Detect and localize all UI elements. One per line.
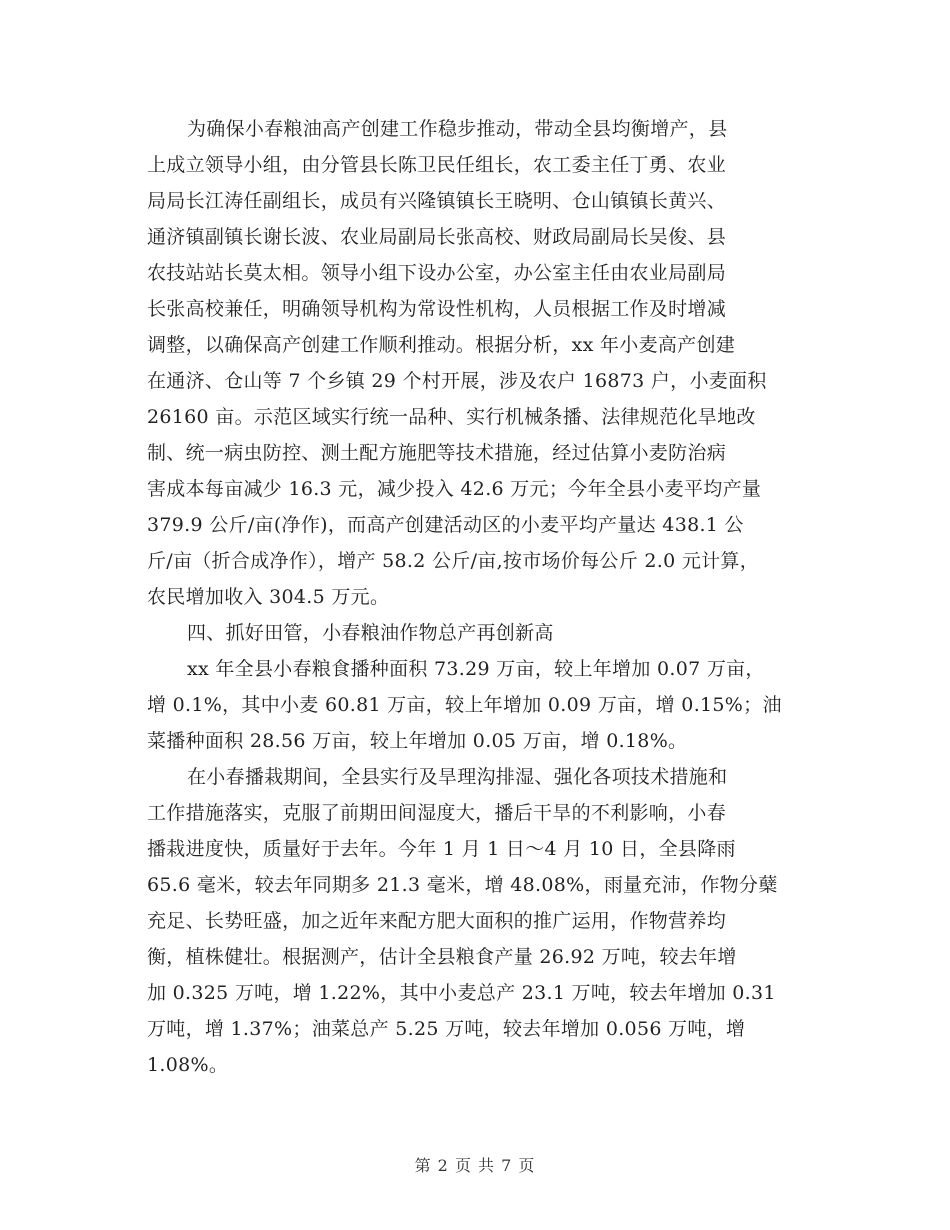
paragraph-line: 害成本每亩减少 16.3 元，减少投入 42.6 万元；今年全县小麦平均产量	[147, 478, 762, 500]
paragraph-line: 斤/亩（折合成净作），增产 58.2 公斤/亩,按市场价每公斤 2.0 元计算，	[147, 550, 760, 572]
paragraph-line: 26160 亩。示范区域实行统一品种、实行机械条播、法律规范化旱地改	[147, 406, 756, 428]
paragraph-line: 为确保小春粮油高产创建工作稳步推动，带动全县均衡增产，县	[187, 118, 728, 140]
paragraph-line: 调整，以确保高产创建工作顺利推动。根据分析，xx 年小麦高产创建	[147, 334, 736, 356]
page-number-footer: 第 2 页 共 7 页	[414, 1156, 536, 1175]
paragraph-line: 工作措施落实，克服了前期田间湿度大，播后干旱的不利影响，小春	[147, 802, 727, 824]
paragraph-line: 万吨，增 1.37%；油菜总产 5.25 万吨，较去年增加 0.056 万吨，增	[147, 1018, 746, 1040]
paragraph-line: 制、统一病虫防控、测土配方施肥等技术措施，经过估算小麦防治病	[147, 442, 727, 464]
paragraph-line: 379.9 公斤/亩(净作)，而高产创建活动区的小麦平均产量达 438.1 公	[147, 514, 744, 536]
paragraph-line: 衡，植株健壮。根据测产，估计全县粮食产量 26.92 万吨，较去年增	[147, 946, 737, 968]
paragraph-line: 在通济、仓山等 7 个乡镇 29 个村开展，涉及农户 16873 户，小麦面积	[147, 370, 767, 392]
paragraph-line: xx 年全县小春粮食播种面积 73.29 万亩，较上年增加 0.07 万亩，	[187, 658, 765, 680]
paragraph-line: 通济镇副镇长谢长波、农业局副局长张高校、财政局副局长吴俊、县	[147, 226, 727, 248]
section-heading: 四、抓好田管，小春粮油作物总产再创新高	[187, 622, 554, 644]
paragraph-line: 1.08%。	[147, 1054, 229, 1076]
paragraph-line: 菜播种面积 28.56 万亩，较上年增加 0.05 万亩，增 0.18%。	[147, 730, 688, 752]
paragraph-line: 65.6 毫米，较去年同期多 21.3 毫米，增 48.08%，雨量充沛，作物分蘖	[147, 874, 778, 896]
paragraph-line: 农民增加收入 304.5 万元。	[147, 586, 390, 608]
paragraph-line: 充足、长势旺盛，加之近年来配方肥大面积的推广运用，作物营养均	[147, 910, 727, 932]
paragraph-line: 局局长江涛任副组长，成员有兴隆镇镇长王晓明、仓山镇镇长黄兴、	[147, 190, 727, 212]
paragraph-line: 播栽进度快，质量好于去年。今年 1 月 1 日～4 月 10 日，全县降雨	[147, 838, 736, 860]
paragraph-line: 在小春播栽期间，全县实行及旱理沟排湿、强化各项技术措施和	[187, 766, 728, 788]
paragraph-line: 增 0.1%，其中小麦 60.81 万亩，较上年增加 0.09 万亩，增 0.15%；油	[147, 694, 782, 716]
paragraph-line: 上成立领导小组，由分管县长陈卫民任组长，农工委主任丁勇、农业	[147, 154, 727, 176]
paragraph-line: 加 0.325 万吨，增 1.22%，其中小麦总产 23.1 万吨，较去年增加 0.31	[147, 982, 776, 1004]
paragraph-line: 长张高校兼任，明确领导机构为常设性机构，人员根据工作及时增减	[147, 298, 727, 320]
paragraph-line: 农技站站长莫太相。领导小组下设办公室，办公室主任由农业局副局	[147, 262, 727, 284]
